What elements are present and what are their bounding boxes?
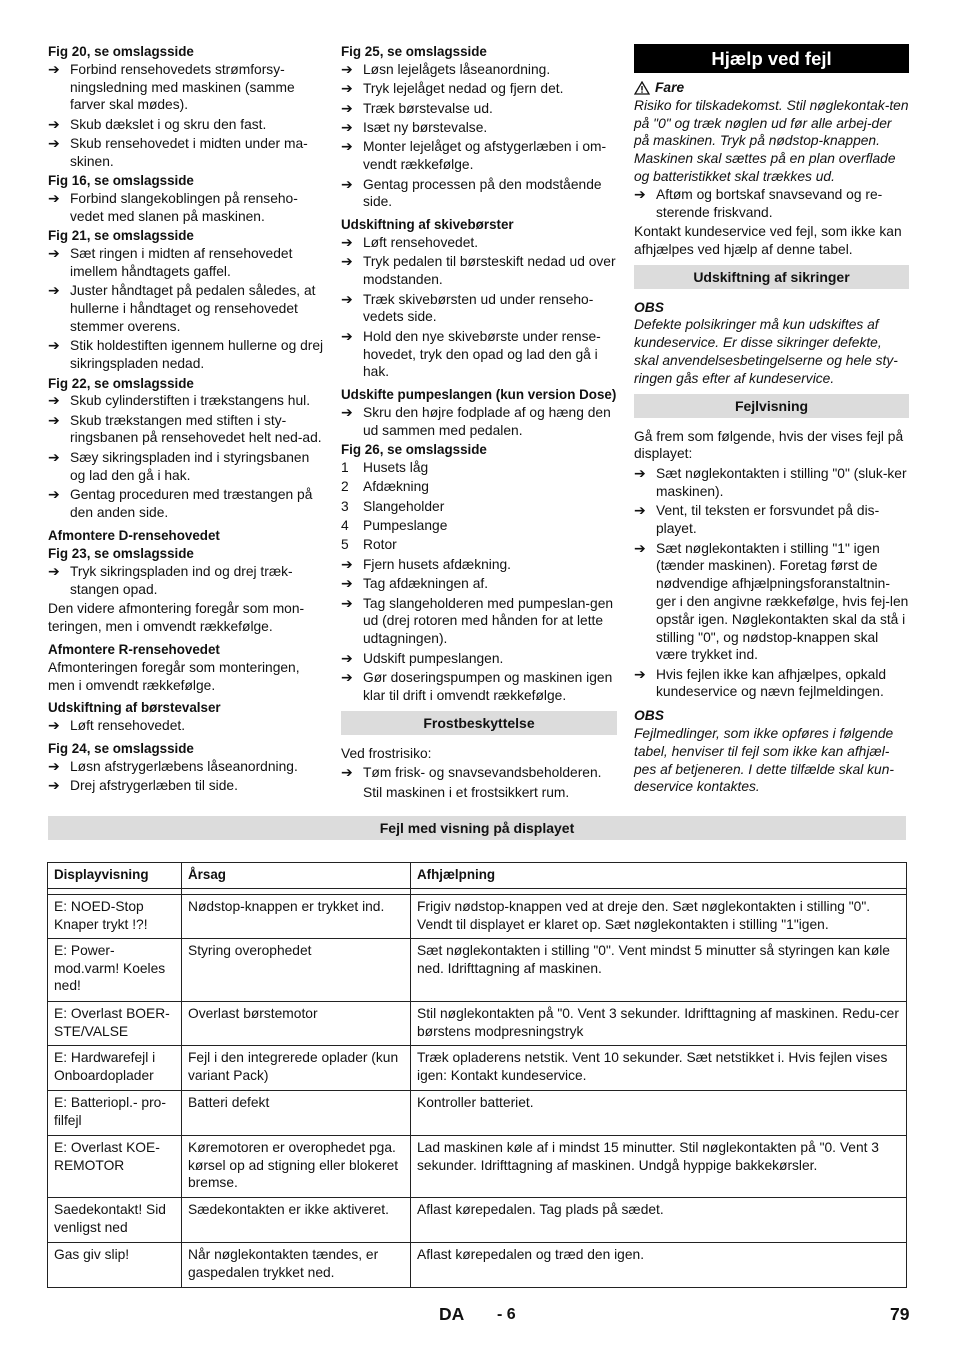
arrow-icon: ➔ [341, 290, 353, 307]
step-item [48, 282, 324, 335]
danger-notice [634, 79, 909, 97]
step-text: Løft rensehovedet. [363, 234, 479, 250]
table-title: Fejl med visning på displayet [48, 816, 906, 840]
legend-number: 5 [341, 537, 349, 553]
legend-item [341, 498, 617, 516]
step-item [341, 595, 617, 648]
paragraph: Kontakt kundeservice ved fejl, som ikke kan afhjælpes ved hjælp af denne tabel. [634, 223, 902, 257]
step-item [341, 669, 617, 705]
step-text: Hvis fejlen ikke kan afhjælpes, opkald kundeservice og nævn fejlmeldingen. [656, 666, 887, 700]
step-item [48, 486, 324, 522]
legend-text: Afdækning [363, 479, 429, 495]
step-text: Forbind rensehovedets strømforsy-ningsledning med maskinen (samme farver skal mødes). [70, 61, 295, 113]
section-heading: Afmontere D-rensehovedet [48, 527, 220, 543]
section-heading: Fig 25, se omslagsside [341, 44, 487, 59]
step-text: Hold den nye skivebørste under rense-hovedet, tryk den opad og lad den gå i hak. [363, 328, 601, 380]
italic-note: Fejlmedlinger, som ikke opføres i følgende tabel, henviser til fejl som ikke kan afhjæl-pes af betjeneren. I dette tilfælde skal kun-deservice kontaktes. [634, 726, 894, 795]
step-text: Forbind slangekoblingen på renseho-vedet med slanen på maskinen. [70, 191, 298, 224]
table-header-row [48, 863, 907, 889]
remedy-cell: Aflast kørepedalen og træd den igen. [411, 1243, 907, 1288]
step-item [48, 717, 324, 735]
step-item [48, 116, 324, 134]
step-text: Træk skivebørsten ud under renseho-vedets side. [363, 291, 594, 325]
step-text: Aftøm og bortskaf snavsevand og re-sterende friskvand. [656, 186, 883, 220]
column-1 [48, 42, 324, 797]
legend-text: Husets låg [363, 459, 429, 475]
remedy-cell: Kontroller batteriet. [411, 1091, 907, 1136]
arrow-icon: ➔ [48, 245, 60, 262]
section-heading: Fig 20, se omslagsside [48, 44, 194, 59]
table-row [48, 1198, 907, 1243]
remedy-cell: Frigiv nødstop-knappen ved at dreje den. Sæt nøglekontakten i stilling "0". Vendt til displayet er klaret op. Sæt nøglekontakten i stilling "1"igen. [411, 895, 907, 939]
table-row [48, 895, 907, 939]
step-item [341, 80, 617, 98]
arrow-icon: ➔ [341, 118, 353, 135]
arrow-icon: ➔ [48, 563, 60, 580]
arrow-icon: ➔ [341, 555, 353, 572]
arrow-icon: ➔ [48, 777, 60, 794]
display-cell: E: Overlast KOE-REMOTOR [48, 1136, 182, 1198]
section-heading: Udskiftning af børstevalser [48, 700, 221, 716]
legend-number: 2 [341, 479, 349, 495]
footer-lang: DA [439, 1304, 465, 1324]
arrow-icon: ➔ [634, 539, 646, 556]
step-item [48, 563, 324, 599]
section-heading: Udskifte pumpeslangen (kun version Dose) [341, 387, 617, 403]
display-cell: E: NOED-Stop Knaper trykt !?! [48, 895, 182, 939]
arrow-icon: ➔ [48, 392, 60, 409]
danger-label: Fare [655, 80, 685, 95]
display-cell: E: Power-mod.varm! Koeles ned! [48, 939, 182, 1002]
step-text: Gør doseringspumpen og maskinen igen klar til drift i omvendt rækkefølge. [363, 669, 613, 703]
step-item [634, 186, 909, 222]
step-item [48, 392, 324, 410]
remedy-cell: Sæt nøglekontakten i stilling "0". Vent mindst 5 minutter så styringen kan køle ned. Idrifttagning af maskinen. [411, 939, 907, 1002]
step-text: Drej afstrygerlæben til side. [70, 778, 238, 794]
step-item [341, 556, 617, 574]
step-item [341, 100, 617, 118]
remedy-cell: Aflast kørepedalen. Tag plads på sædet. [411, 1198, 907, 1243]
arrow-icon: ➔ [48, 717, 60, 734]
step-text: Løsn afstrygerlæbens låseanordning. [70, 758, 298, 774]
step-item [634, 666, 909, 702]
step-text: Sæt nøglekontakten i stilling "0" (sluk-ker maskinen). [656, 466, 907, 499]
arrow-icon: ➔ [634, 465, 646, 482]
step-item [48, 135, 324, 171]
step-item [48, 61, 324, 114]
step-text: Tryk sikringspladen ind og drej træk-stangen opad. [70, 564, 293, 598]
footer-page-number: 79 [890, 1304, 910, 1324]
step-item [48, 245, 324, 281]
warning-triangle-icon [634, 81, 650, 95]
header-remedy: Afhjælpning [411, 863, 907, 889]
step-text: Sæt nøglekontakten i stilling "1" igen (tænder maskinen). Foretag først de nødvendige afhjælpningsforanstaltnin-ger i den angivne rækkefølge, hvis fej-len opstår igen. Nøglekontakten skal da stå i stilling "0", og nødstop-knappen skal være trykket ind. [656, 540, 909, 663]
arrow-icon: ➔ [48, 115, 60, 132]
step-item [341, 404, 617, 440]
legend-number: 1 [341, 459, 349, 475]
arrow-icon: ➔ [341, 327, 353, 344]
arrow-icon: ➔ [48, 411, 60, 428]
step-item [341, 119, 617, 137]
note-label: OBS [634, 708, 664, 724]
step-item [48, 777, 324, 795]
arrow-icon: ➔ [341, 99, 353, 116]
cause-cell: Nødstop-knappen er trykket ind. [182, 895, 411, 939]
paragraph: Stil maskinen i et frostsikkert rum. [363, 784, 570, 800]
legend-item [341, 478, 617, 496]
legend-item [341, 459, 617, 477]
step-text: Sæy sikringspladen ind i styringsbanen og lad den gå i hak. [70, 449, 310, 483]
step-item [48, 337, 324, 373]
cause-cell: Batteri defekt [182, 1091, 411, 1136]
paragraph: Ved frostrisiko: [341, 745, 432, 761]
legend-item [341, 536, 617, 554]
step-text: Tryk lejelåget nedad og fjern det. [363, 81, 564, 97]
arrow-icon: ➔ [48, 486, 60, 503]
step-item [341, 764, 617, 782]
step-text: Sæt ringen i midten af rensehovedet imellem håndtagets gaffel. [70, 246, 293, 279]
step-text: Fjern husets afdækning. [363, 556, 512, 572]
arrow-icon: ➔ [341, 138, 353, 155]
table-row [48, 1136, 907, 1198]
cause-cell: Styring overophedet [182, 939, 411, 1002]
italic-note: Defekte polsikringer må kun udskiftes af kundeservice. Er disse sikringer defekte, skal anvendelsesbetingelserne og hele sty-ringen gås efter af kundeservice. [634, 317, 898, 386]
arrow-icon: ➔ [341, 253, 353, 270]
step-item [634, 540, 909, 665]
header-display: Displayvisning [48, 863, 182, 889]
step-text: Monter lejelåget og afstygerlæben i om-vendt rækkefølge. [363, 139, 607, 173]
column-3 [634, 42, 909, 796]
step-text: Skub cylinderstiften i trækstangens hul. [70, 393, 311, 409]
step-text: Skub trækstangen med stiften i sty-ringsbanen på rensehovedet helt ned-ad. [70, 412, 322, 446]
display-cell: E: Overlast BOER-STE/VALSE [48, 1002, 182, 1046]
section-heading: Fig 23, se omslagsside [48, 546, 194, 562]
cause-cell: Overlast børstemotor [182, 1002, 411, 1046]
section-bar: Fejlvisning [634, 394, 909, 418]
step-item [48, 449, 324, 485]
arrow-icon: ➔ [48, 190, 60, 207]
arrow-icon: ➔ [341, 233, 353, 250]
table-row [48, 1243, 907, 1288]
display-cell: E: Hardwarefejl i Onboardoplader [48, 1046, 182, 1091]
cause-cell: Når nøglekontakten tændes, er gaspedalen trykket ned. [182, 1243, 411, 1288]
arrow-icon: ➔ [341, 764, 353, 781]
table-row [48, 1091, 907, 1136]
step-item [634, 502, 909, 538]
paragraph: Den videre afmontering foregår som mon-teringen, men i omvendt rækkefølge. [48, 601, 305, 635]
cause-cell: Køremotoren er overophedet pga. kørsel op ad stigning eller blokeret bremse. [182, 1136, 411, 1198]
arrow-icon: ➔ [341, 60, 353, 77]
step-text: Tøm frisk- og snavsevandsbeholderen. [363, 765, 602, 781]
table-row [48, 939, 907, 1002]
chapter-banner: Hjælp ved fejl [634, 44, 909, 73]
arrow-icon: ➔ [341, 649, 353, 666]
step-item [341, 61, 617, 79]
section-heading: Fig 21, se omslagsside [48, 228, 194, 244]
legend-text: Slangeholder [363, 498, 445, 514]
step-item [341, 291, 617, 327]
step-text: Tag afdækningen af. [363, 576, 489, 592]
arrow-icon: ➔ [341, 403, 353, 420]
step-text: Gentag processen på den modstående side. [363, 176, 602, 210]
error-table [47, 862, 907, 1288]
arrow-icon: ➔ [341, 594, 353, 611]
column-2 [341, 42, 617, 804]
remedy-cell: Stil nøglekontakten på "0. Vent 3 sekunder. Idrifttagning af maskinen. Redu-cer børstens modpresningstryk [411, 1002, 907, 1046]
arrow-icon: ➔ [341, 175, 353, 192]
step-text: Skub dækslet i og skru den fast. [70, 116, 267, 132]
section-heading: Fig 22, se omslagsside [48, 375, 194, 391]
step-item [341, 650, 617, 668]
arrow-icon: ➔ [341, 668, 353, 685]
section-heading: Fig 26, se omslagsside [341, 442, 487, 458]
note-label: OBS [634, 299, 664, 315]
paragraph: Gå frem som følgende, hvis der vises fejl på displayet: [634, 428, 904, 462]
step-text: Skub rensehovedet i midten under ma-skinen. [70, 136, 308, 169]
table-row [48, 1002, 907, 1046]
step-item [48, 190, 324, 226]
step-item [634, 465, 909, 501]
footer-section: - 6 [497, 1306, 516, 1323]
step-text: Løft rensehovedet. [70, 718, 186, 734]
arrow-icon: ➔ [48, 757, 60, 774]
step-text: Gentag proceduren med træstangen på den anden side. [70, 487, 313, 520]
legend-number: 4 [341, 518, 349, 534]
cause-cell: Sædekontakten er ikke aktiveret. [182, 1198, 411, 1243]
arrow-icon: ➔ [341, 80, 353, 97]
step-item [341, 253, 617, 289]
step-item [341, 138, 617, 174]
italic-note: Maskinen skal sættes på en plan overflade og batteristikket skal trækkes ud. [634, 151, 896, 184]
header-cause: Årsag [182, 863, 411, 889]
arrow-icon: ➔ [634, 185, 646, 202]
paragraph: Afmonteringen foregår som monteringen, men i omvendt rækkefølge. [48, 659, 300, 693]
section-heading: Udskiftning af skivebørster [341, 217, 514, 233]
step-text: Isæt ny børstevalse. [363, 119, 488, 135]
legend-number: 3 [341, 498, 349, 514]
section-bar: Udskiftning af sikringer [634, 265, 909, 289]
step-item [341, 328, 617, 381]
step-item [341, 234, 617, 252]
step-text: Løsn lejelågets låseanordning. [363, 61, 551, 77]
arrow-icon: ➔ [48, 337, 60, 354]
arrow-icon: ➔ [48, 135, 60, 152]
legend-text: Rotor [363, 537, 397, 553]
step-text: Vent, til teksten er forsvundet på dis-playet. [656, 503, 880, 537]
step-text: Stik holdestiften igennem hullerne og drej sikringspladen nedad. [70, 338, 324, 372]
section-heading: Fig 16, se omslagsside [48, 173, 194, 189]
display-cell: Saedekontakt! Sid venligst ned [48, 1198, 182, 1243]
step-text: Skru den højre fodplade af og hæng den ud sammen med pedalen. [363, 404, 611, 438]
italic-note: Risiko for tilskadekomst. Stil nøglekontak-ten på "0" og træk nøglen ud før alle arbej-der på maskinen. Tryk på nødstop-knappen. [634, 97, 909, 149]
step-text: Tag slangeholderen med pumpeslan-gen ud (drej rotoren med hånden for at lette udtagningen). [363, 595, 614, 647]
step-text: Juster håndtaget på pedalen således, at hullerne i håndtaget og rensehovedet stemmer overens. [70, 283, 316, 334]
step-item [341, 575, 617, 593]
step-text: Træk børstevalse ud. [363, 100, 493, 116]
section-heading: Afmontere R-rensehovedet [48, 642, 220, 658]
step-text: Tryk pedalen til børsteskift nedad ud over modstanden. [363, 254, 616, 288]
remedy-cell: Træk opladerens netstik. Vent 10 sekunder. Sæt netstikket i. Hvis fejlen vises igen: Kontakt kundeservice. [411, 1046, 907, 1091]
legend-item [341, 517, 617, 535]
arrow-icon: ➔ [48, 448, 60, 465]
table-row [48, 1046, 907, 1091]
display-cell: Gas giv slip! [48, 1243, 182, 1288]
step-text: Udskift pumpeslangen. [363, 650, 504, 666]
step-item [341, 176, 617, 212]
arrow-icon: ➔ [634, 502, 646, 519]
step-item [48, 412, 324, 448]
cause-cell: Fejl i den integrerede oplader (kun variant Pack) [182, 1046, 411, 1091]
display-cell: E: Batteriopl.- pro-filfejl [48, 1091, 182, 1136]
legend-text: Pumpeslange [363, 518, 448, 534]
arrow-icon: ➔ [48, 60, 60, 77]
section-bar: Frostbeskyttelse [341, 711, 617, 735]
arrow-icon: ➔ [48, 282, 60, 299]
section-heading: Fig 24, se omslagsside [48, 741, 194, 757]
remedy-cell: Lad maskinen køle af i mindst 15 minutter. Stil nøglekontakten på "0. Vent 3 sekunder. Idrifttagning af maskinen. Undgå hyppige bakkekørsler. [411, 1136, 907, 1198]
arrow-icon: ➔ [341, 575, 353, 592]
arrow-icon: ➔ [634, 665, 646, 682]
step-item [48, 758, 324, 776]
